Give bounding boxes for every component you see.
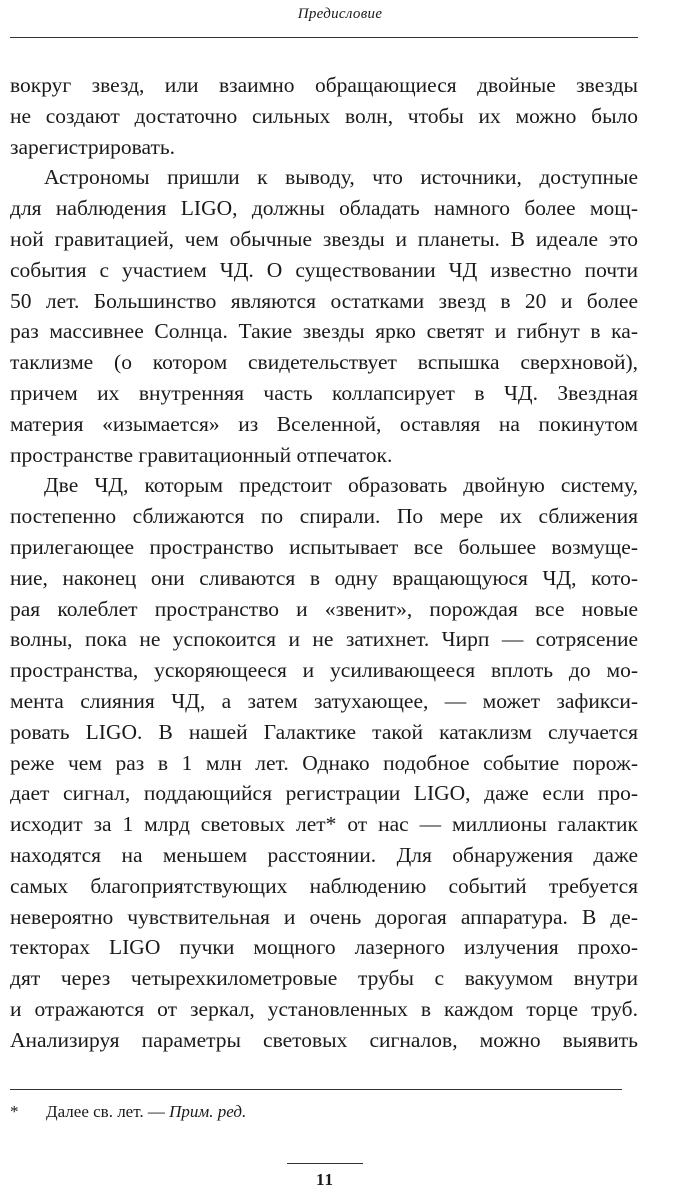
text-line: дает сигнал, поддающийся регистрации LIGO, даже если про- xyxy=(10,781,638,806)
text-line: материя «изымается» из Вселенной, оставляя на покинутом xyxy=(10,411,638,436)
text-line: причем их внутренняя часть коллапсирует в ЧД. Звездная xyxy=(10,380,638,405)
text-line: находятся на меньшем расстоянии. Для обнаружения даже xyxy=(10,842,638,867)
page-number-rule xyxy=(287,1163,363,1164)
text-line: и отражаются от зеркал, установленных в каждом торце труб. xyxy=(10,996,638,1021)
text-line: исходит за 1 млрд световых лет* от нас — миллионы галактик xyxy=(10,812,638,837)
text-line: пространстве гравитационный отпечаток. xyxy=(10,442,393,467)
text-line: реже чем раз в 1 млн лет. Однако подобное событие порож- xyxy=(10,750,638,775)
running-head: Предисловие xyxy=(297,6,383,22)
footnote xyxy=(10,1100,638,1124)
footnote-text: Далее св. лет. — xyxy=(46,1102,170,1121)
text-line: невероятно чувствительная и очень дорогая аппаратура. В де- xyxy=(10,904,638,929)
text-line: текторах LIGO пучки мощного лазерного излучения прохо- xyxy=(10,935,638,960)
text-line: Астрономы пришли к выводу, что источники, доступные xyxy=(44,165,638,190)
text-line: рая колеблет пространство и «звенит», порождая все новые xyxy=(10,596,638,621)
text-line: не создают достаточно сильных волн, чтобы их можно было xyxy=(10,103,638,128)
text-line: для наблюдения LIGO, должны обладать намного более мощ- xyxy=(10,196,638,221)
text-line: 50 лет. Большинство являются остатками звезд в 20 и более xyxy=(10,288,638,313)
footnote-editor-note: Прим. ред. xyxy=(169,1102,247,1121)
text-line: Две ЧД, которым предстоит образовать двойную систему, xyxy=(44,473,638,498)
text-line: раз массивнее Солнца. Такие звезды ярко светят и гибнут в ка- xyxy=(10,319,638,344)
text-line: ной гравитацией, чем обычные звезды и планеты. В идеале это xyxy=(10,226,638,251)
text-line: самых благоприятствующих наблюдению событий требуется xyxy=(10,873,638,898)
text-line: пространства, ускоряющееся и усиливающееся вплоть до мо- xyxy=(10,658,638,683)
text-line: таклизме (о котором свидетельствует вспышка сверхновой), xyxy=(10,350,638,375)
text-line: мента слияния ЧД, а затем затухающее, — может зафикси- xyxy=(10,688,638,713)
text-line: прилегающее пространство испытывает все большее возмуще- xyxy=(10,534,638,559)
text-line: вокруг звезд, или взаимно обращающиеся двойные звезды xyxy=(10,73,638,97)
text-line: зарегистрировать. xyxy=(10,134,176,159)
text-line: ние, наконец они сливаются в одну вращающуюся ЧД, кото- xyxy=(10,565,638,590)
text-line: события с участием ЧД. О существовании ЧД известно почти xyxy=(10,257,638,282)
text-line: ровать LIGO. В нашей Галактике такой катаклизм случается xyxy=(10,719,638,744)
header-rule xyxy=(10,37,638,38)
page-number: 11 xyxy=(315,1170,335,1189)
text-line: волны, пока не успокоится и не затихнет. Чирп — сотрясение xyxy=(10,627,638,652)
text-line: постепенно сближаются по спирали. По мере их сближения xyxy=(10,504,638,529)
body-text xyxy=(10,70,638,1056)
footnote-rule xyxy=(10,1089,622,1090)
text-line: дят через четырехкилометровые трубы с вакуумом внутри xyxy=(10,966,638,991)
text-line: Анализируя параметры световых сигналов, можно выявить xyxy=(10,1027,638,1052)
footnote-mark: * xyxy=(10,1102,19,1121)
